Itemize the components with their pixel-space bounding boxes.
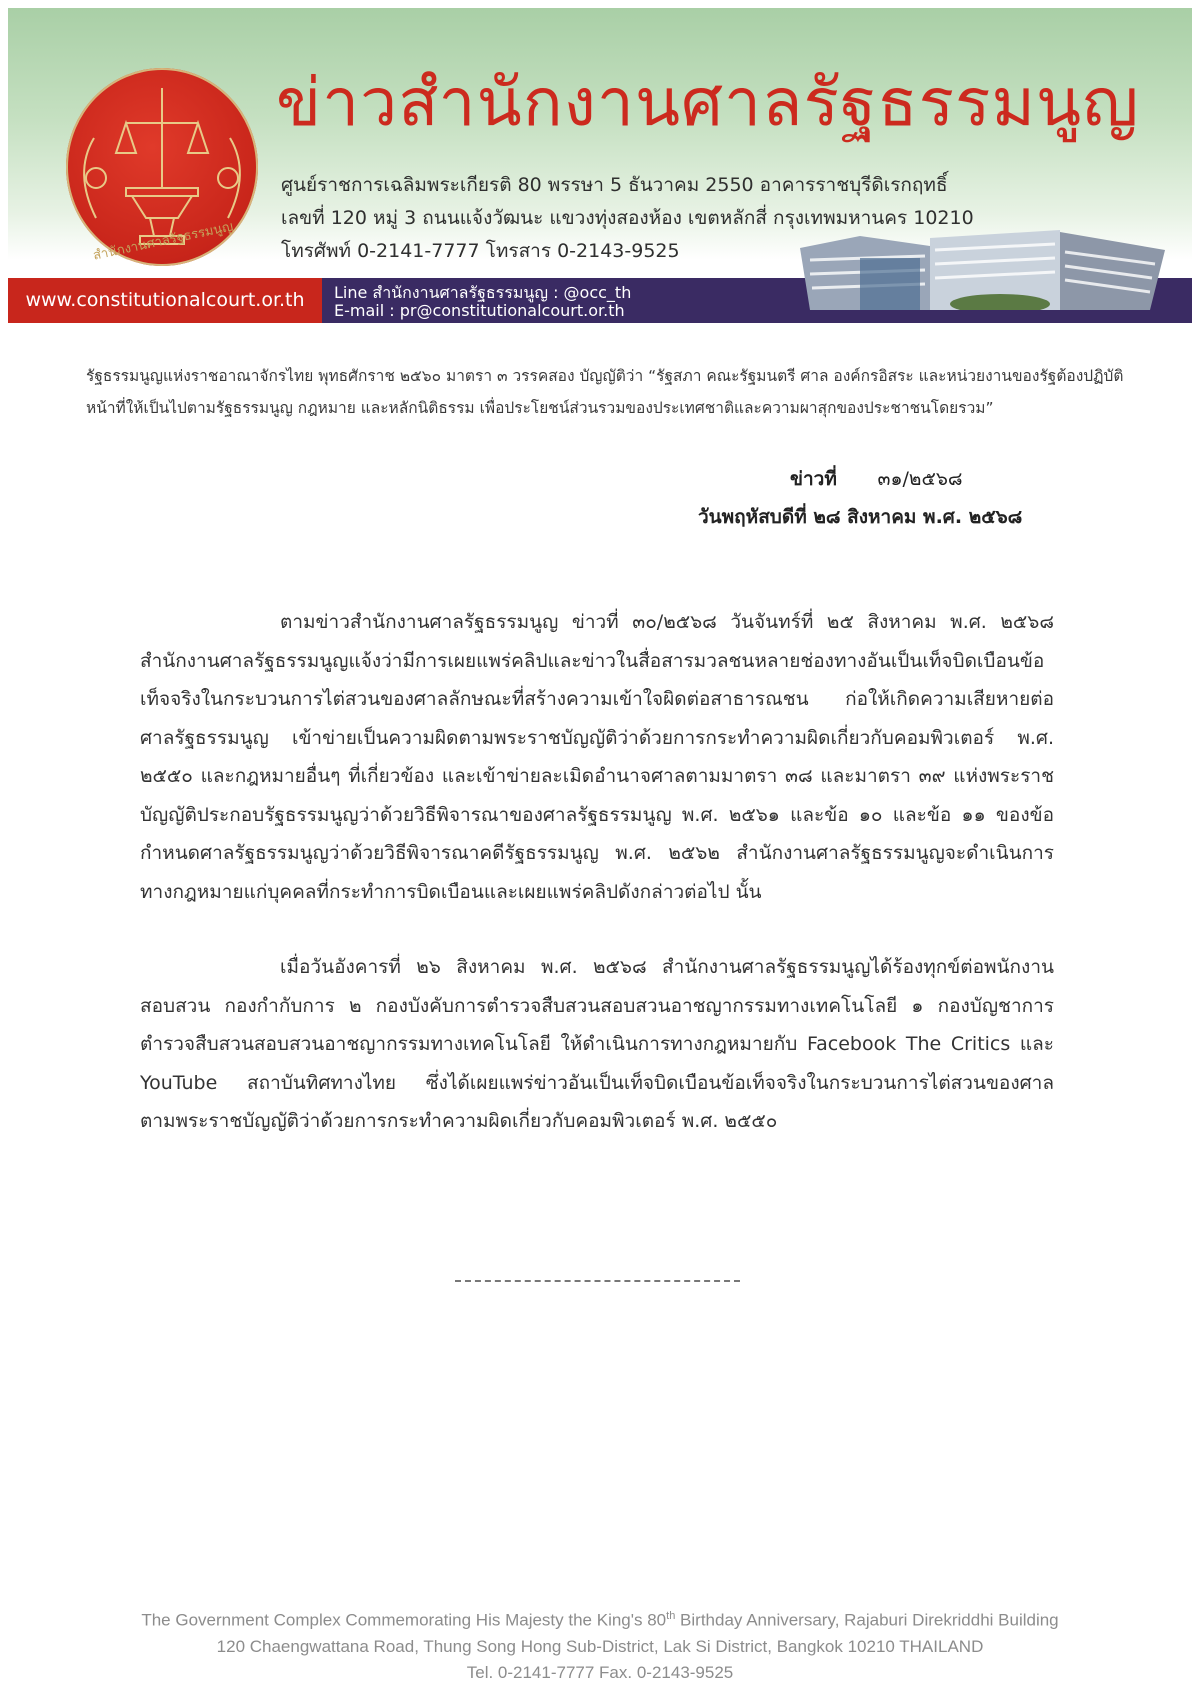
address-line-1: ศูนย์ราชการเฉลิมพระเกียรติ 80 พรรษา 5 ธันวาคม 2550 อาคารราชบุรีดิเรกฤทธิ์ bbox=[281, 174, 948, 196]
line-contact: Line สำนักงานศาลรัฐธรรมนูญ : @occ_th bbox=[334, 283, 632, 302]
newsletter-title: ข่าวสำนักงานศาลรัฐธรรมนูญ bbox=[276, 64, 1140, 141]
body-paragraph-2: เมื่อวันอังคารที่ ๒๖ สิงหาคม พ.ศ. ๒๕๖๘ สำนักงานศาลรัฐธรรมนูญได้ร้องทุกข์ต่อพนักงานสอบสวน กองกำกับการ ๒ กองบังคับการตำรวจสืบสวนสอบสวนอาชญากรรมทางเทคโนโลยี ๑ กองบัญชาการตำรวจสืบสวนสอบสวนอาชญากรรมทางเทคโนโลยี ให้ดำเนินการทางกฎหมายกับ Facebook The Critics และ YouTube สถาบันทิศทางไทย ซึ่งได้เผยแพร่ข่าวอันเป็นเท็จบิดเบือนข้อเท็จจริงในกระบวนการไต่สวนของศาลตามพระราชบัญญัติว่าด้วยการกระทำความผิดเกี่ยวกับคอมพิวเตอร์ พ.ศ. ๒๕๕๐ bbox=[140, 956, 1054, 1132]
end-divider bbox=[455, 1280, 740, 1282]
footer-line-3: Tel. 0-2141-7777 Fax. 0-2143-9525 bbox=[466, 1662, 734, 1682]
address-line-2: เลขที่ 120 หมู่ 3 ถนนแจ้งวัฒนะ แขวงทุ่งสองห้อง เขตหลักสี่ กรุงเทพมหานคร 10210 bbox=[281, 207, 974, 229]
email-contact[interactable]: E-mail : pr@constitutionalcourt.or.th bbox=[334, 301, 625, 320]
footer-line-2: 120 Chaengwattana Road, Thung Song Hong Sub-District, Lak Si District, Bangkok 10210 THAILAND bbox=[216, 1636, 984, 1656]
news-number bbox=[790, 464, 963, 494]
footer-address bbox=[0, 1603, 1200, 1686]
footer-line-1: The Government Complex Commemorating His Majesty the King's 80th Birthday Anniversary, Rajaburi Direkriddhi Building bbox=[141, 1610, 1059, 1630]
website-link[interactable]: www.constitutionalcourt.or.th bbox=[8, 278, 322, 323]
seal-caption: สำนักงานศาลรัฐธรรมนูญ bbox=[91, 219, 235, 264]
constitution-preamble: รัฐธรรมนูญแห่งราชอาณาจักรไทย พุทธศักราช ๒๕๖๐ มาตรา ๓ วรรคสอง บัญญัติว่า “รัฐสภา คณะรัฐมนตรี ศาล องค์กรอิสระ และหน่วยงานของรัฐต้องปฏิบัติหน้าที่ให้เป็นไปตามรัฐธรรมนูญ กฎหมาย และหลักนิติธรรม เพื่อประโยชน์ส่วนรวมของประเทศชาติและความผาสุกของประชาชนโดยรวม” bbox=[86, 367, 1124, 417]
news-number-label: ข่าวที่ bbox=[790, 468, 837, 490]
building-image bbox=[800, 228, 1170, 310]
news-number-value: ๓๑/๒๕๖๘ bbox=[877, 468, 963, 490]
address-line-3: โทรศัพท์ 0-2141-7777 โทรสาร 0-2143-9525 bbox=[281, 240, 680, 262]
news-date: วันพฤหัสบดีที่ ๒๘ สิงหาคม พ.ศ. ๒๕๖๘ bbox=[698, 506, 1023, 528]
body-paragraph-1: ตามข่าวสำนักงานศาลรัฐธรรมนูญ ข่าวที่ ๓๐/๒๕๖๘ วันจันทร์ที่ ๒๕ สิงหาคม พ.ศ. ๒๕๖๘ สำนักงานศาลรัฐธรรมนูญแจ้งว่ามีการเผยแพร่คลิปและข่าวในสื่อสารมวลชนหลายช่องทางอันเป็นเท็จบิดเบือนข้อเท็จจริงในกระบวนการไต่สวนของศาลลักษณะที่สร้างความเข้าใจผิดต่อสาธารณชน ก่อให้เกิดความเสียหายต่อศาลรัฐธรรมนูญ เข้าข่ายเป็นความผิดตามพระราชบัญญัติว่าด้วยการกระทำความผิดเกี่ยวกับคอมพิวเตอร์ พ.ศ. ๒๕๕๐ และกฎหมายอื่นๆ ที่เกี่ยวข้อง และเข้าข่ายละเมิดอำนาจศาลตามมาตรา ๓๘ และมาตรา ๓๙ แห่งพระราชบัญญัติประกอบรัฐธรรมนูญว่าด้วยวิธีพิจารณาของศาลรัฐธรรมนูญ พ.ศ. ๒๕๖๑ และข้อ ๑๐ และข้อ ๑๑ ของข้อกำหนดศาลรัฐธรรมนูญว่าด้วยวิธีพิจารณาคดีรัฐธรรมนูญ พ.ศ. ๒๕๖๒ สำนักงานศาลรัฐธรรมนูญจะดำเนินการทางกฎหมายแก่บุคคลที่กระทำการบิดเบือนและเผยแพร่คลิปดังกล่าวต่อไป นั้น bbox=[140, 611, 1054, 903]
